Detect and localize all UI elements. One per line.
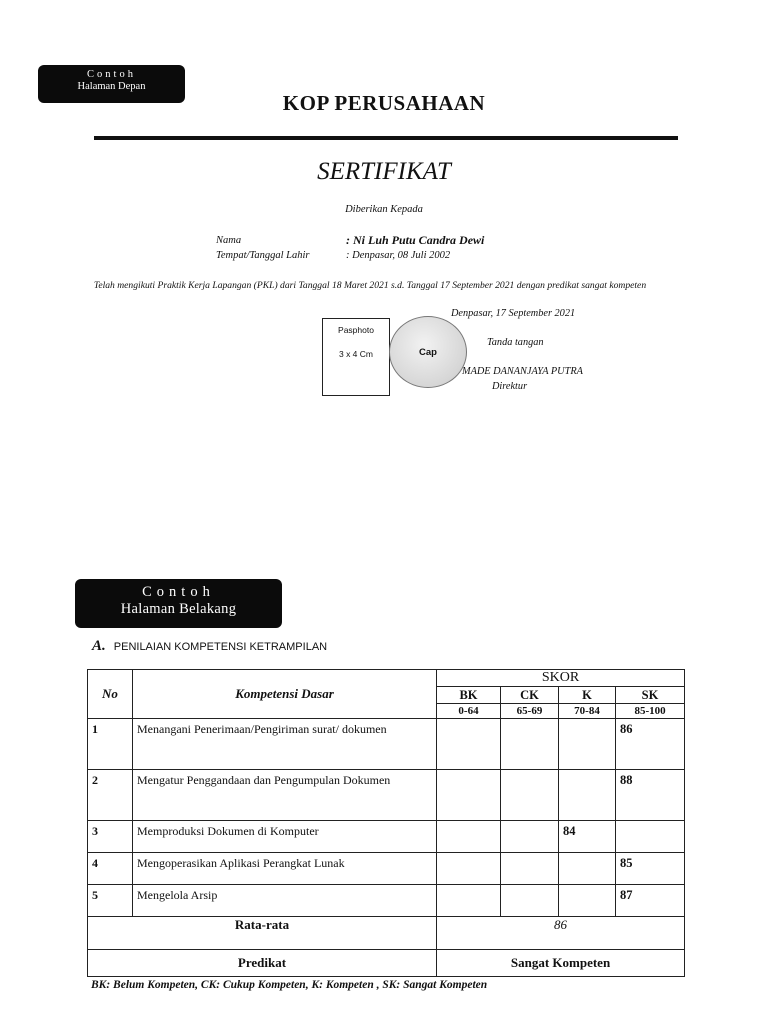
- score-legend: BK: Belum Kompeten, CK: Cukup Kompeten, K: Kompeten , SK: Sangat Kompeten: [91, 979, 488, 991]
- score-k: 84: [559, 821, 616, 853]
- score-ck: [501, 770, 559, 821]
- header-k: K: [559, 687, 616, 704]
- row-no: 5: [88, 885, 133, 917]
- row-competency: Mengelola Arsip: [133, 885, 437, 917]
- name-label: Nama: [216, 235, 242, 246]
- header-bk: BK: [437, 687, 501, 704]
- birth-value: : Denpasar, 08 Juli 2002: [346, 250, 451, 261]
- letterhead-divider: [94, 136, 678, 140]
- score-ck: [501, 719, 559, 770]
- header-competency: Kompetensi Dasar: [133, 670, 437, 719]
- average-value: 86: [437, 917, 685, 950]
- score-ck: [501, 885, 559, 917]
- front-badge-line2: Halaman Depan: [77, 81, 146, 93]
- row-no: 2: [88, 770, 133, 821]
- header-ck: CK: [501, 687, 559, 704]
- front-badge-line1: Contoh: [87, 69, 136, 80]
- range-sk: 85-100: [616, 704, 685, 719]
- back-badge-line1: Contoh: [142, 584, 215, 600]
- row-no: 3: [88, 821, 133, 853]
- given-to-label: Diberikan Kepada: [345, 204, 423, 215]
- score-ck: [501, 853, 559, 885]
- score-k: [559, 885, 616, 917]
- header-score: SKOR: [437, 670, 685, 687]
- score-ck: [501, 821, 559, 853]
- table-row: [88, 853, 685, 885]
- table-row: [88, 770, 685, 821]
- score-bk: [437, 821, 501, 853]
- competency-score-table: [87, 669, 685, 977]
- range-k: 70-84: [559, 704, 616, 719]
- signer-title: Direktur: [492, 381, 528, 392]
- table-row: [88, 885, 685, 917]
- score-k: [559, 853, 616, 885]
- average-label: Rata-rata: [88, 917, 437, 950]
- predicate-label: Predikat: [88, 950, 437, 977]
- score-bk: [437, 770, 501, 821]
- score-bk: [437, 853, 501, 885]
- passphoto-label: Pasphoto: [338, 325, 374, 335]
- score-sk: [616, 821, 685, 853]
- section-title: PENILAIAN KOMPETENSI KETRAMPILAN: [113, 641, 328, 653]
- back-badge-line2: Halaman Belakang: [120, 600, 237, 617]
- pkl-statement: Telah mengikuti Praktik Kerja Lapangan (PKL) dari Tanggal 18 Maret 2021 s.d. Tanggal 17 September 2021 dengan predikat sangat kompeten: [93, 280, 647, 291]
- predicate-value: Sangat Kompeten: [437, 950, 685, 977]
- signer-name: MADE DANANJAYA PUTRA: [462, 366, 583, 377]
- header-no: No: [88, 670, 133, 719]
- row-competency: Mengoperasikan Aplikasi Perangkat Lunak: [133, 853, 437, 885]
- certificate-title: SERTIFIKAT: [317, 158, 451, 185]
- score-sk: 87: [616, 885, 685, 917]
- row-competency: Memproduksi Dokumen di Komputer: [133, 821, 437, 853]
- row-no: 4: [88, 853, 133, 885]
- company-letterhead: KOP PERUSAHAAN: [282, 91, 486, 115]
- score-sk: 88: [616, 770, 685, 821]
- birth-label: Tempat/Tanggal Lahir: [216, 250, 310, 261]
- score-bk: [437, 885, 501, 917]
- score-sk: 85: [616, 853, 685, 885]
- score-sk: 86: [616, 719, 685, 770]
- average-row: [88, 917, 685, 950]
- company-stamp: [389, 316, 467, 388]
- stamp-label: Cap: [419, 346, 437, 358]
- passphoto-size: 3 x 4 Cm: [338, 349, 373, 359]
- row-competency: Mengatur Penggandaan dan Pengumpulan Dokumen: [133, 770, 437, 821]
- table-row: [88, 821, 685, 853]
- signature-placeholder: Tanda tangan: [487, 337, 544, 348]
- row-no: 1: [88, 719, 133, 770]
- predicate-row: [88, 950, 685, 977]
- row-competency: Menangani Penerimaan/Pengiriman surat/ dokumen: [133, 719, 437, 770]
- passphoto-box: [322, 318, 390, 396]
- score-k: [559, 770, 616, 821]
- header-sk: SK: [616, 687, 685, 704]
- back-page-badge: [75, 579, 282, 628]
- place-date: Denpasar, 17 September 2021: [451, 308, 576, 319]
- section-letter: A.: [92, 638, 106, 654]
- range-ck: 65-69: [501, 704, 559, 719]
- name-value: : Ni Luh Putu Candra Dewi: [346, 233, 485, 247]
- table-row: [88, 719, 685, 770]
- range-bk: 0-64: [437, 704, 501, 719]
- section-heading: [92, 638, 327, 655]
- score-bk: [437, 719, 501, 770]
- score-k: [559, 719, 616, 770]
